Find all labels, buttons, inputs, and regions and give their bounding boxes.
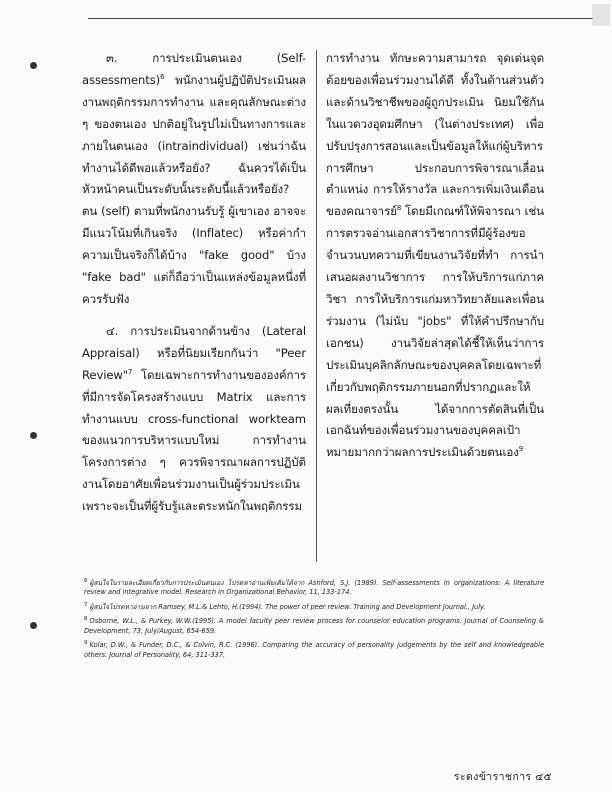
- binder-hole-top: [30, 62, 37, 69]
- lateral-appraisal-body: โดยเฉพาะการทำงานขององค์การที่มีการจัดโครงสร้างแบบ Matrix และการทำงานแบบ cross-functional workteam ของแนวการบริหารแบบใหม่ การทำงานโครงการต่าง ๆ ควรพิจารณาผลการปฏิบัติงานโดยอาศัยเพื่อนร่วมงานเป็นผู้ร่วมประเมิน เพราะจะเป็นที่ผู้รับรู้และตระหนักในพฤติกรรม: [82, 367, 306, 514]
- footnote: [84, 639, 544, 660]
- footnotes: [84, 577, 544, 663]
- peer-review-text-b: โดยมีเกณฑ์ให้พิจารณา เช่น การตรวจอ่านเอกสารวิชาการที่มีผู้ร้องขอ จำนวนบทความที่เขียนงานวิจัยที่ทำ การนำเสนอผลงานวิชาการ การให้บริการแก่ภาควิชา การให้บริการแก่มหาวิทยาลัยและเพื่อนร่วมงาน (ไม่นับ "jobs" ที่ให้คำปรึกษากับเอกชน) งานวิจัยล่าสุดได้ชี้ให้เห็นว่าการประเมินบุคลิกลักษณะของบุคคลโดยเฉพาะที่เกี่ยวกับพฤติกรรมภายนอกที่ปรากฏและให้ผลเที่ยงตรงนั้น ได้จากการตัดสินที่เป็นเอกฉันท์ของเพื่อนร่วมงานของบุคคลเป้าหมายมากกว่าผลการประเมินด้วยตนเอง: [326, 204, 544, 460]
- footnote-ref: 6: [160, 73, 165, 82]
- right-column: [326, 48, 544, 474]
- footnote: [84, 577, 544, 598]
- self-assessment-heading: ๓. การประเมินตนเอง (Self-assessments): [82, 51, 306, 87]
- lateral-appraisal-paragraph: [82, 321, 306, 518]
- column-divider: [316, 50, 317, 562]
- lateral-appraisal-heading: ๔. การประเมินจากด้านข้าง (Lateral Appraisal) หรือที่นิยมเรียกกันว่า "Peer Review": [82, 323, 306, 382]
- header-rule: [88, 18, 593, 19]
- self-assessment-paragraph: [82, 48, 306, 311]
- peer-review-continuation: [326, 48, 544, 464]
- page-number: ๔๕: [535, 771, 552, 783]
- journal-title: ระดงข้าราชการ: [453, 771, 532, 783]
- footnote-text: Osborne, W.L., & Purkey, W.W.(1995). A model faculty peer review process for counselor education programs. Journal of Counseling & Development, 73, July/August, 654-659.: [84, 617, 544, 635]
- footnote-text: ผู้สนใจโปรดหาอ่านจาก Ramsey, M.L.& Lehto, H.(1994). The power of peer review. Training and Development Journal., July.: [89, 602, 486, 611]
- page-footer: [454, 768, 552, 785]
- footnote-text: ผู้สนใจในรายละเอียดเกี่ยวกับการประเมินตนเอง โปรดหาอ่านเพิ่มเติมได้จาก Ashford, S.J. (1989). Self-assessments in organizations: A literature review and integrative model. Research in Organizational Behavior, 11, 133-174.: [84, 579, 544, 597]
- footnote: [84, 615, 544, 636]
- footnote: [84, 601, 544, 612]
- footnote-number: 7: [84, 601, 88, 608]
- footnote-text: Kolar, D.W., & Funder, D.C., & Colvin, R.C. (1996). Comparing the accuracy of personality judgements by the self and knowledgeable others. Journal of Personality, 64, 311-337.: [84, 641, 544, 659]
- footnote-number: 8: [84, 616, 88, 623]
- footnote-ref: 8: [396, 204, 402, 213]
- binder-hole-middle: [30, 432, 37, 439]
- footnote-ref: 7: [128, 367, 133, 376]
- left-column: [82, 48, 306, 528]
- footnote-number: 6: [84, 578, 88, 584]
- scan-edge-mark: [592, 4, 610, 26]
- self-assessment-body: พนักงานผู้ปฏิบัติประเมินผลงานพฤติกรรมการทำงาน และคุณลักษณะต่าง ๆ ของตนเอง ปกติอยู่ในรูปไม่เป็นทางการและภายในตนเอง (intraindividual) เช่นว่าฉันทำงานได้ดีพอแล้วหรือยัง? ฉันควรได้เป็นหัวหน้าคนเป็นระดับนั้นระดับนี้แล้วหรือยัง? ตน (self) ตามที่พนักงานรับรู้ ผู้เขาเอง อาจจะมีแนวโน้มที่เกินจริง (Inflatec) หรือค่ากำความเป็นจริงก็ได้บ้าง "fake good" บ้าง "fake bad" แต่ก็ถือว่าเป็นแหล่งข้อมูลหนึ่งที่ควรรับฟัง: [82, 72, 306, 306]
- footnote-ref: 9: [518, 445, 524, 454]
- peer-review-text-a: การทำงาน ทักษะความสามารถ จุดเด่นจุดด้อยของเพื่อนร่วมงานได้ดี ทั้งในด้านส่วนตัวและด้านวิชาชีพของผู้ถูกประเมิน นิยมใช้กันในแวดวงอุดมศึกษา (ในต่างประเทศ) เพื่อปรับปรุงการสอนและเป็นข้อมูลให้แก่ผู้บริหารการศึกษา ประกอบการพิจารณาเลื่อนตำแหน่ง การให้รางวัล และการเพิ่มเงินเดือนของคณาจารย์: [326, 51, 544, 219]
- binder-hole-bottom: [30, 622, 37, 629]
- footnote-number: 9: [84, 640, 88, 647]
